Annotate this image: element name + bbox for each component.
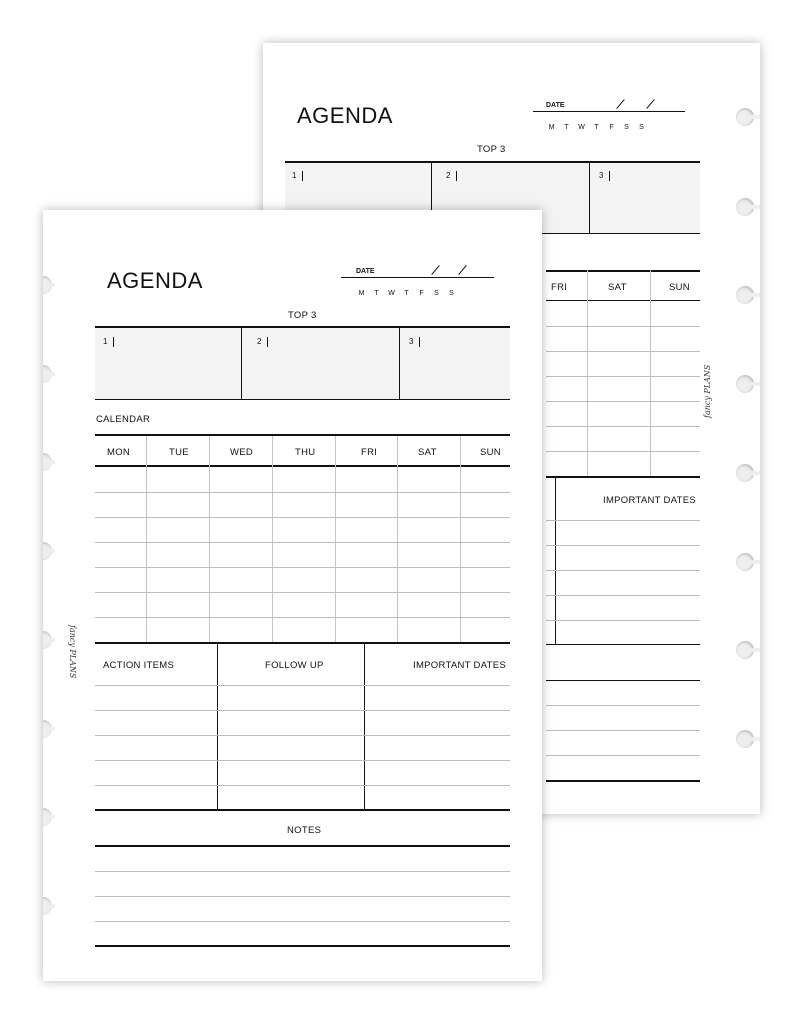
binder-slit <box>745 560 760 564</box>
binder-slit <box>745 648 760 652</box>
back-calendar-bottom-rule <box>546 476 700 478</box>
back-calendar-top-rule <box>546 270 700 272</box>
front-calendar-col-line <box>335 436 336 642</box>
binder-slit <box>43 815 55 819</box>
front-top3-divider <box>399 328 400 399</box>
front-calendar-day-tue: TUE <box>169 447 189 458</box>
back-dates-line <box>546 520 700 521</box>
front-planner-page <box>43 210 542 981</box>
back-date-slash <box>646 99 654 109</box>
weekday-letter: W <box>388 290 395 297</box>
back-top3-label: TOP 3 <box>477 144 506 155</box>
back-dates-line <box>546 595 700 596</box>
front-calendar-label: CALENDAR <box>96 414 151 425</box>
back-dates-line <box>546 570 700 571</box>
front-brand-logo: fancy PLANS <box>68 625 77 679</box>
front-calendar-row-line <box>95 567 510 568</box>
weekday-letter: F <box>419 290 424 297</box>
front-calendar-row-line <box>95 542 510 543</box>
back-top3-number: 3 <box>599 171 610 181</box>
front-page-title: AGENDA <box>107 268 203 293</box>
front-important-dates-label: IMPORTANT DATES <box>413 660 507 671</box>
front-calendar-row-line <box>95 617 510 618</box>
weekday-letter: T <box>594 124 599 131</box>
binder-slit <box>745 737 760 741</box>
back-calendar-col-line <box>650 270 651 476</box>
front-section-line <box>95 735 510 736</box>
weekday-letter: T <box>374 290 379 297</box>
binder-slit <box>745 471 760 475</box>
front-calendar-day-sat: SAT <box>418 447 437 458</box>
front-calendar-top-rule <box>95 434 510 436</box>
front-date-label: DATE <box>356 268 375 275</box>
front-date-slash <box>431 265 439 275</box>
back-calendar-day-fri: FRI <box>551 282 568 293</box>
binder-slit <box>43 549 55 553</box>
back-calendar-header-rule <box>546 300 700 301</box>
binder-slit <box>43 904 55 908</box>
weekday-letter: M <box>358 290 365 297</box>
front-notes-top-rule <box>95 845 510 847</box>
back-weekday-letters <box>544 116 649 134</box>
front-follow-up-label: FOLLOW UP <box>265 660 324 671</box>
front-calendar-row-line <box>95 517 510 518</box>
back-important-dates-label: IMPORTANT DATES <box>603 495 697 506</box>
binder-slit <box>43 638 55 642</box>
front-section-line <box>95 710 510 711</box>
front-notes-line <box>95 871 510 872</box>
weekday-letter: S <box>434 290 439 297</box>
front-calendar-col-line <box>460 436 461 642</box>
front-notes-line <box>95 896 510 897</box>
back-date-line <box>533 111 685 112</box>
back-calendar-row-line <box>546 326 700 327</box>
front-notes-line <box>95 921 510 922</box>
back-dates-bottom-rule <box>546 644 700 645</box>
back-date-slash <box>616 99 624 109</box>
binder-slit <box>43 460 55 464</box>
front-top3-label: TOP 3 <box>288 310 317 321</box>
front-top3-shade <box>95 328 510 399</box>
weekday-letter: S <box>639 124 644 131</box>
front-calendar-day-wed: WED <box>230 447 254 458</box>
front-section-line <box>95 785 510 786</box>
back-date-label: DATE <box>546 102 565 109</box>
binder-slit <box>745 205 760 209</box>
weekday-letter: W <box>578 124 585 131</box>
binder-slit <box>745 293 760 297</box>
back-dates-line <box>546 545 700 546</box>
weekday-letter: F <box>609 124 614 131</box>
front-top3-number: 2 <box>257 337 268 347</box>
back-page-title: AGENDA <box>297 103 393 128</box>
front-top3-divider <box>241 328 242 399</box>
front-top3-number: 1 <box>103 337 114 347</box>
binder-slit <box>43 283 55 287</box>
front-notes-label: NOTES <box>287 825 322 836</box>
back-calendar-row-line <box>546 426 700 427</box>
front-calendar-col-line <box>397 436 398 642</box>
front-calendar-header-rule <box>95 465 510 467</box>
back-calendar-day-sat: SAT <box>608 282 627 293</box>
back-calendar-day-sun: SUN <box>669 282 690 293</box>
back-calendar-col-line <box>587 270 588 476</box>
back-notes-bottom-rule <box>546 780 700 782</box>
weekday-letter: M <box>548 124 555 131</box>
back-calendar-row-line <box>546 451 700 452</box>
weekday-letter: T <box>404 290 409 297</box>
front-section-line <box>95 760 510 761</box>
back-notes-line <box>546 755 700 756</box>
front-top3-number: 3 <box>409 337 420 347</box>
front-calendar-row-line <box>95 592 510 593</box>
front-section-bottom-rule <box>95 809 510 811</box>
front-calendar-day-sun: SUN <box>480 447 501 458</box>
binder-slit <box>43 372 55 376</box>
front-calendar-bottom-rule <box>95 642 510 644</box>
back-dates-line <box>546 620 700 621</box>
front-date-line <box>341 277 494 278</box>
front-calendar-day-fri: FRI <box>361 447 378 458</box>
front-action-items-label: ACTION ITEMS <box>103 660 175 671</box>
back-notes-line <box>546 705 700 706</box>
front-calendar-day-thu: THU <box>295 447 316 458</box>
front-calendar-col-line <box>209 436 210 642</box>
back-notes-line <box>546 730 700 731</box>
back-top3-divider <box>589 163 590 233</box>
back-calendar-row-line <box>546 351 700 352</box>
front-date-slash <box>458 265 466 275</box>
front-calendar-col-line <box>146 436 147 642</box>
binder-slit <box>745 115 760 119</box>
binder-slit <box>43 727 55 731</box>
weekday-letter: S <box>624 124 629 131</box>
front-notes-bottom-rule <box>95 945 510 947</box>
back-brand-logo: fancy PLANS <box>703 364 712 418</box>
binder-slit <box>745 382 760 386</box>
front-calendar-day-mon: MON <box>107 447 131 458</box>
back-top3-number: 1 <box>292 171 303 181</box>
weekday-letter: T <box>564 124 569 131</box>
weekday-letter: S <box>449 290 454 297</box>
back-calendar-row-line <box>546 401 700 402</box>
back-top3-number: 2 <box>446 171 457 181</box>
front-section-line <box>95 685 510 686</box>
back-notes-rule <box>546 680 700 681</box>
front-calendar-col-line <box>272 436 273 642</box>
front-weekday-letters <box>354 282 459 300</box>
back-calendar-row-line <box>546 376 700 377</box>
front-top3-bottom-rule <box>95 399 510 400</box>
front-calendar-row-line <box>95 492 510 493</box>
